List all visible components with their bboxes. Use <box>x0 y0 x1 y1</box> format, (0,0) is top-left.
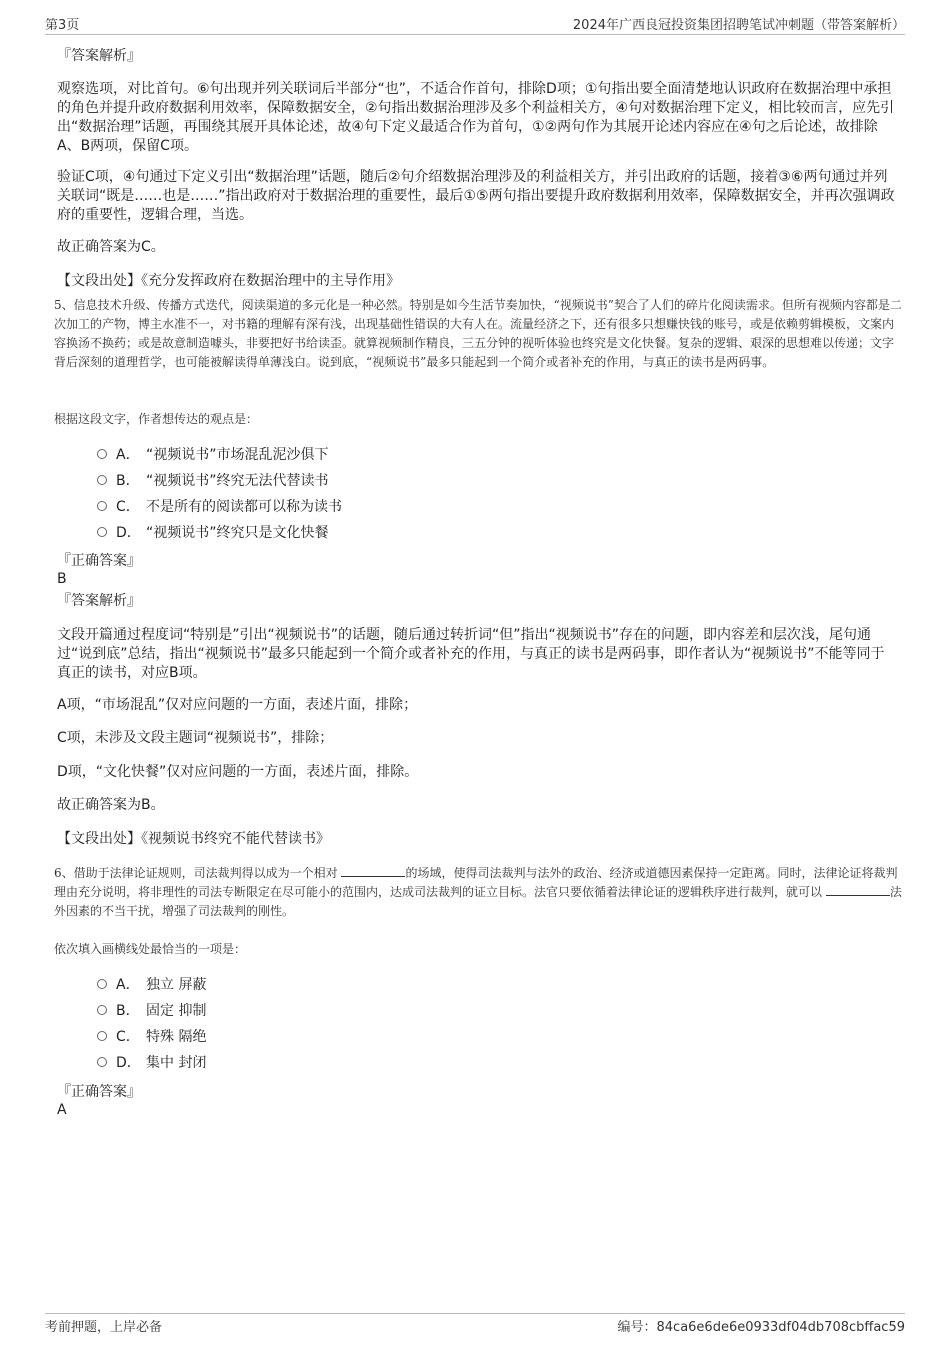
question-6-option-d[interactable]: D． 集中 封闭 <box>97 1054 206 1072</box>
answer-value: B <box>57 571 67 587</box>
question-6-option-b[interactable]: B． 固定 抑制 <box>97 1002 206 1020</box>
analysis-label: 『答案解析』 <box>57 48 141 64</box>
analysis-label: 『答案解析』 <box>57 593 141 609</box>
radio-icon[interactable] <box>97 527 107 537</box>
analysis-paragraph: 观察选项，对比首句。⑥句出现并列关联词后半部分“也”，不适合作首句，排除D项；①句指出要全面清楚地认识政府在数据治理中承担的角色并提升政府数据利用效率，保障数据安全，②句指出数据治理涉及多个利益相关方，④句对数据治理下定义，相比较而言，应先引出“数据治理”话题，再围绕其展开具体论述，故④句下定义最适合作为首句，①②两句作为其展开论述内容应在④句之后论述，故排除A、B两项，保留C项。 <box>57 81 895 154</box>
document-code: 编号：84ca6e6de6e0933df04db708cbffac59 <box>617 1320 905 1335</box>
blank-2 <box>826 883 890 896</box>
question-5-option-c[interactable]: C． 不是所有的阅读都可以称为读书 <box>97 498 342 516</box>
analysis-conclusion: 故正确答案为C。 <box>57 239 165 255</box>
page-number: 第3页 <box>45 18 80 33</box>
question-5-option-b[interactable]: B． “视频说书”终究无法代替读书 <box>97 472 329 490</box>
radio-icon[interactable] <box>97 1057 107 1067</box>
question-6-option-c[interactable]: C． 特殊 隔绝 <box>97 1028 206 1046</box>
analysis-option-d: D项，“文化快餐”仅对应问题的一方面，表述片面，排除。 <box>57 764 419 780</box>
radio-icon[interactable] <box>97 1005 107 1015</box>
page-header <box>45 14 905 35</box>
question-6-prompt: 依次填入画横线处最恰当的一项是： <box>54 942 247 956</box>
question-6-text: 6、借助于法律论证规则，司法裁判得以成为一个相对 的场域，使得司法裁判与法外的政治、经济或道德因素保持一定距离。同时，法律论证将裁判理由充分说明，将非理性的司法专断限定在尽可能小的范围内，达成司法裁判的证立目标。法官只要依循着法律论证的逻辑秩序进行裁判，就可以 法外因素的不当干扰，增强了司法裁判的刚性。 <box>54 866 902 918</box>
analysis-conclusion: 故正确答案为B。 <box>57 797 165 813</box>
question-5-option-a[interactable]: A． “视频说书”市场混乱泥沙俱下 <box>97 446 329 464</box>
source-citation: 【文段出处】《充分发挥政府在数据治理中的主导作用》 <box>57 273 400 289</box>
question-5-text: 5、信息技术升级、传播方式迭代，阅读渠道的多元化是一种必然。特别是如今生活节奏加快，“视频说书”契合了人们的碎片化阅读需求。但所有视频内容都是二次加工的产物，博主水准不一，对书籍的理解有深有浅，出现基础性错误的大有人在。流量经济之下，还有很多只想赚快钱的账号，或是依赖剪辑模板，文案内容换汤不换药；或是故意制造噱头，非要把好书给读歪。就算视频制作精良，三五分钟的视听体验也终究是文化快餐。复杂的逻辑、艰深的思想难以传递；文字背后深刻的道理哲学，也可能被解读得单薄浅白。说到底，“视频说书”最多只能起到一个简介或者补充的作用，与真正的读书是两码事。 <box>54 298 902 369</box>
answer-label: 『正确答案』 <box>57 1084 141 1100</box>
document-title: 2024年广西良冠投资集团招聘笔试冲刺题（带答案解析） <box>572 18 905 33</box>
answer-label: 『正确答案』 <box>57 553 141 569</box>
radio-icon[interactable] <box>97 979 107 989</box>
analysis-option-a: A项，“市场混乱”仅对应问题的一方面，表述片面，排除； <box>57 697 418 713</box>
radio-icon[interactable] <box>97 1031 107 1041</box>
question-5-option-d[interactable]: D． “视频说书”终究只是文化快餐 <box>97 524 329 542</box>
blank-1 <box>341 864 405 877</box>
question-6-option-a[interactable]: A． 独立 屏蔽 <box>97 976 206 994</box>
radio-icon[interactable] <box>97 449 107 459</box>
footer-slogan: 考前押题，上岸必备 <box>45 1320 163 1335</box>
analysis-option-c: C项，未涉及文段主题词“视频说书”，排除； <box>57 730 334 746</box>
radio-icon[interactable] <box>97 475 107 485</box>
analysis-paragraph: 文段开篇通过程度词“特别是”引出“视频说书”的话题，随后通过转折词“但”指出“视频说书”存在的问题，即内容差和层次浅，尾句通过“说到底”总结，指出“视频说书”最多只能起到一个简介或者补充的作用，与真正的读书是两码事，即作者认为“视频说书”不能等同于真正的读书，对应B项。 <box>57 627 885 681</box>
answer-value: A <box>57 1102 67 1118</box>
analysis-paragraph: 验证C项，④句通过下定义引出“数据治理”话题，随后②句介绍数据治理涉及的利益相关方，并引出政府的话题，接着③⑥两句通过并列关联词“既是……也是……”指出政府对于数据治理的重要性，最后①⑤两句指出要提升政府数据利用效率，保障数据安全，并再次强调政府的重要性，逻辑合理，当选。 <box>57 169 895 223</box>
question-5-prompt: 根据这段文字，作者想传达的观点是： <box>54 412 259 426</box>
page-footer <box>45 1313 905 1336</box>
source-citation: 【文段出处】《视频说书终究不能代替读书》 <box>57 831 330 847</box>
radio-icon[interactable] <box>97 501 107 511</box>
